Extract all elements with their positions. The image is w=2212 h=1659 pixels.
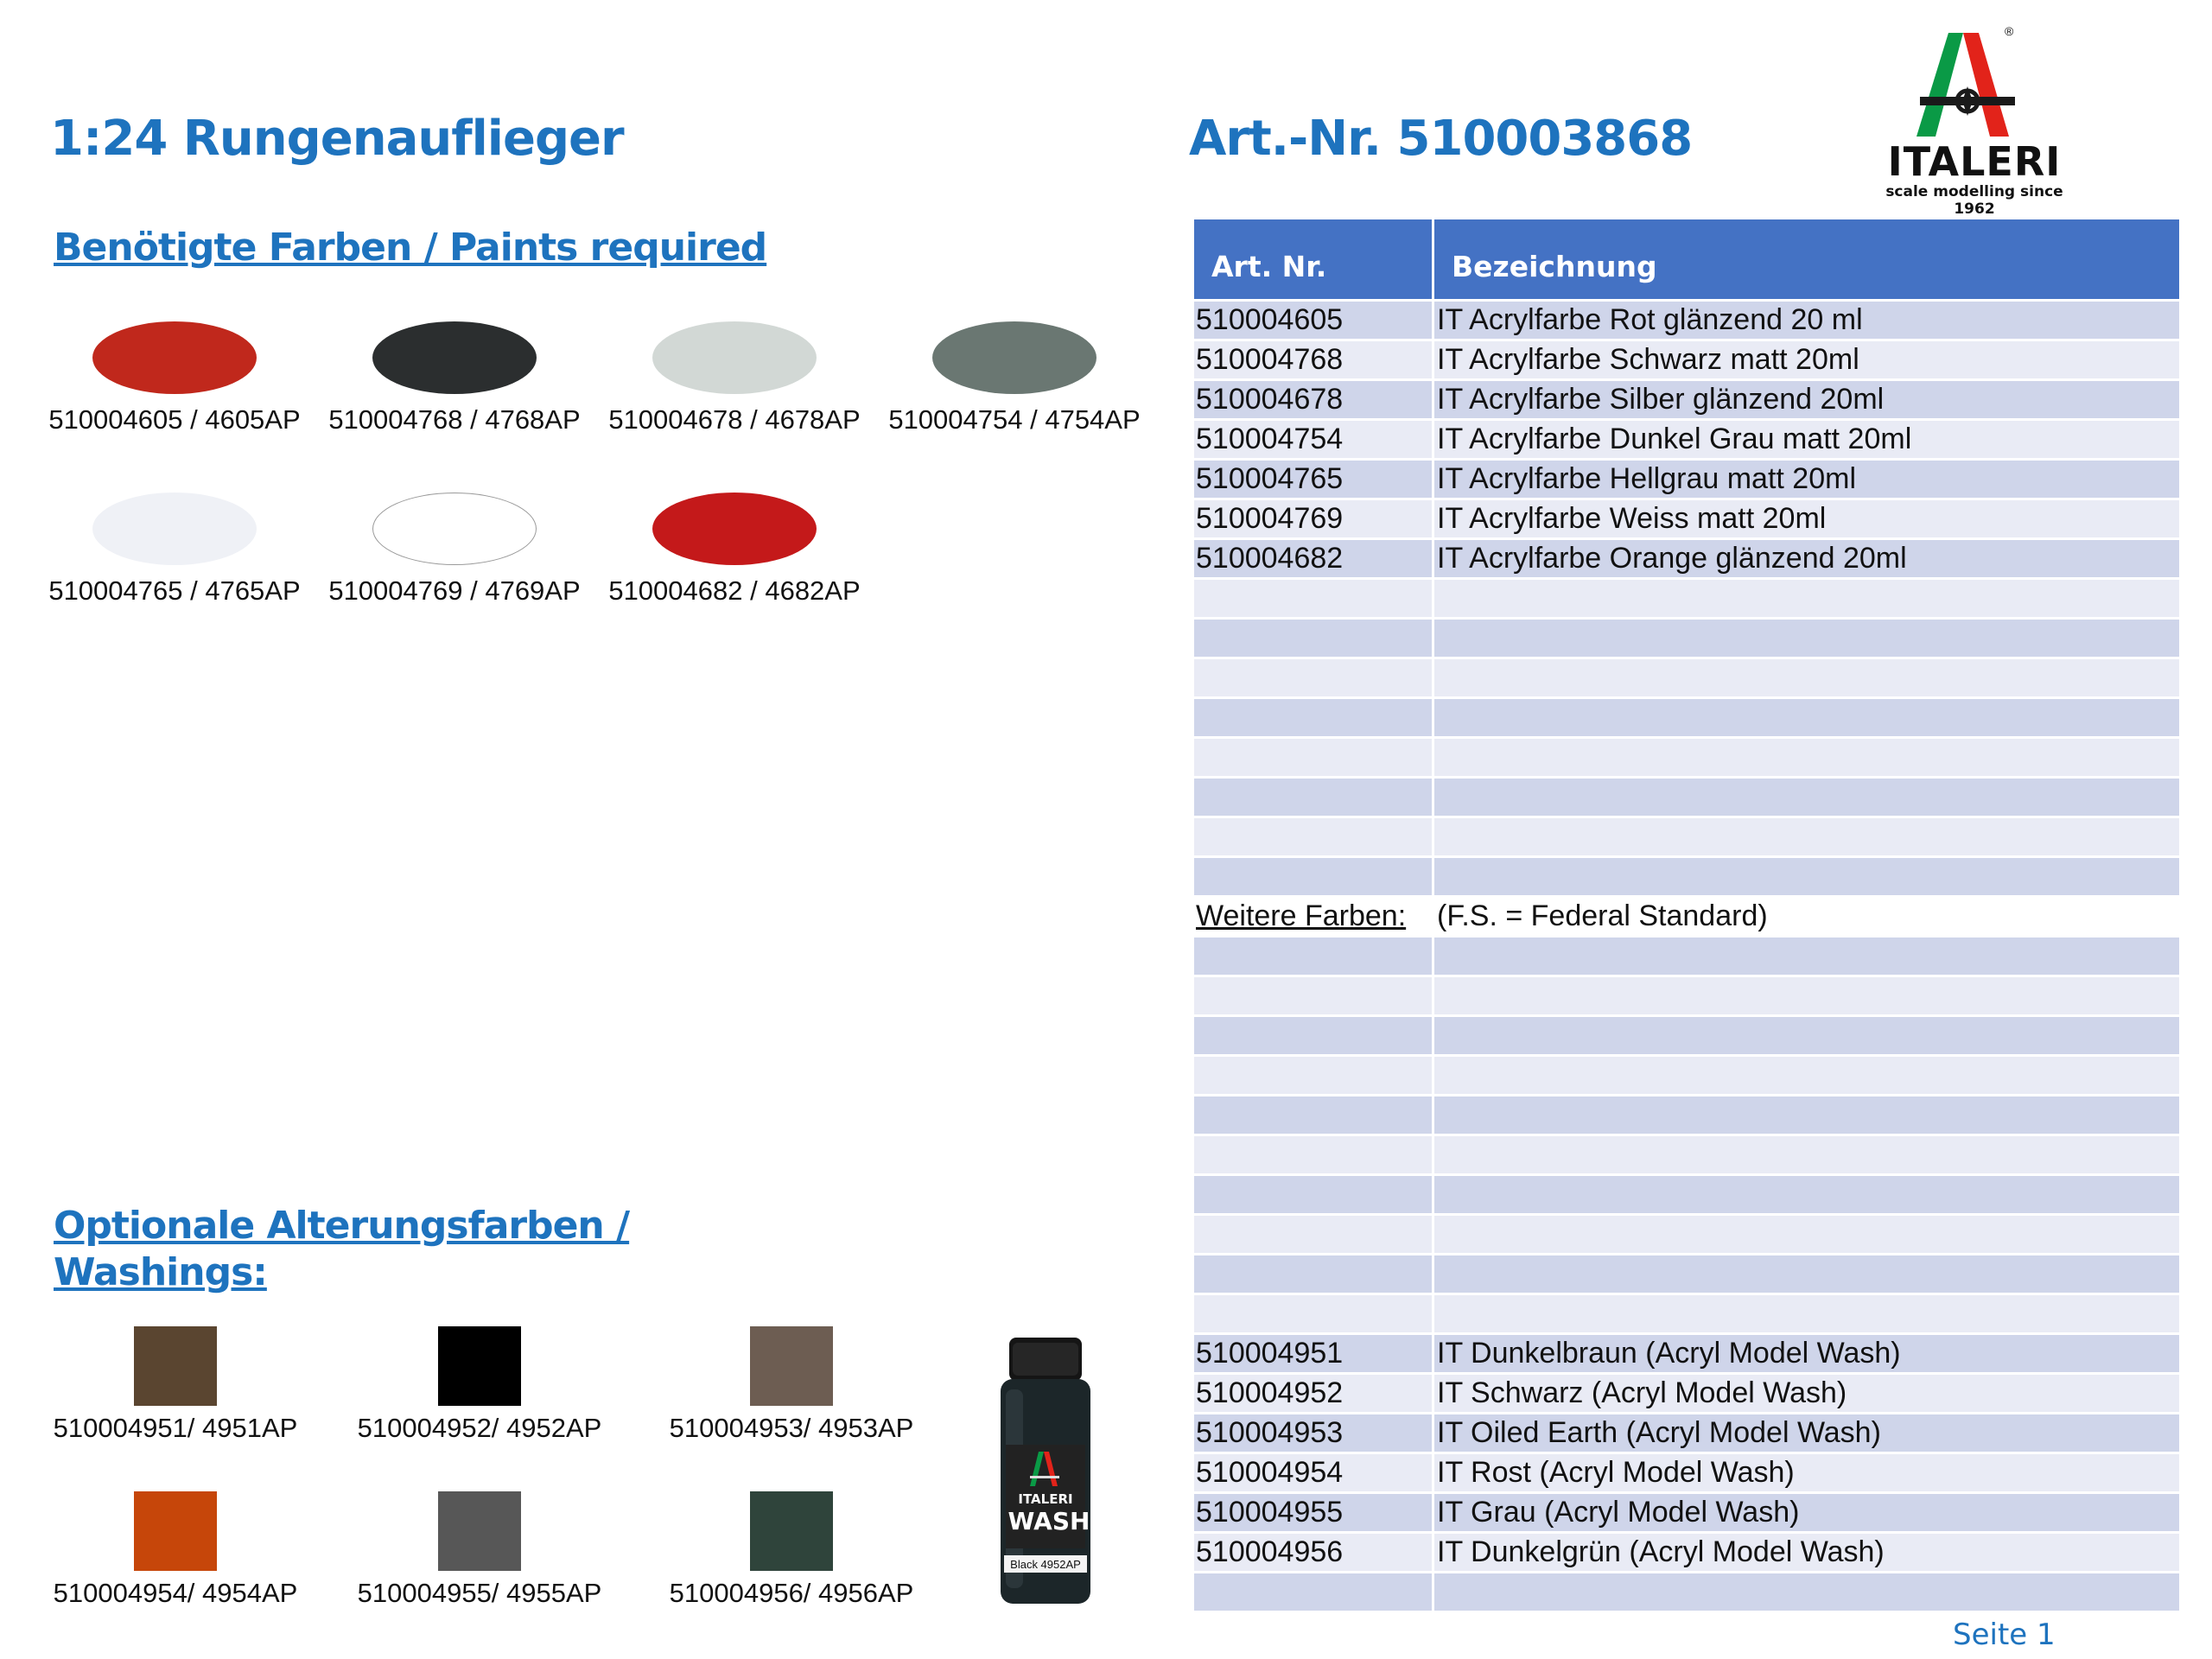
table-row bbox=[1194, 1375, 2179, 1412]
paint-swatch bbox=[36, 321, 313, 435]
table-row-empty bbox=[1194, 1255, 2179, 1293]
wash-swatch bbox=[324, 1326, 635, 1444]
art-nr-cell: 510004765 bbox=[1194, 461, 1434, 498]
wash-swatch bbox=[20, 1326, 331, 1444]
wash-swatch bbox=[636, 1326, 947, 1444]
art-nr-cell: 510004678 bbox=[1194, 381, 1434, 418]
art-nr-cell: 510004953 bbox=[1194, 1414, 1434, 1452]
table-row bbox=[1194, 1494, 2179, 1531]
wash-code: 510004954/ 4954AP bbox=[53, 1578, 298, 1608]
art-nr-cell: 510004955 bbox=[1194, 1494, 1434, 1531]
table-row-empty bbox=[1194, 938, 2179, 975]
paint-code: 510004768 / 4768AP bbox=[328, 404, 581, 435]
table-row bbox=[1194, 1414, 2179, 1452]
color-square bbox=[438, 1326, 521, 1406]
table-row-empty bbox=[1194, 1216, 2179, 1253]
table-row-empty bbox=[1194, 779, 2179, 816]
weitere-farben-row bbox=[1194, 898, 2179, 935]
table-row bbox=[1194, 381, 2179, 418]
bezeichnung-cell: IT Acrylfarbe Hellgrau matt 20ml bbox=[1437, 462, 1856, 495]
table-row bbox=[1194, 540, 2179, 577]
art-nr-cell: 510004768 bbox=[1194, 341, 1434, 378]
bezeichnung-cell: IT Acrylfarbe Orange glänzend 20ml bbox=[1437, 542, 1907, 575]
table-row bbox=[1194, 302, 2179, 339]
art-nr-cell: 510004951 bbox=[1194, 1335, 1434, 1372]
art-nr-cell: 510004769 bbox=[1194, 500, 1434, 537]
washings-heading bbox=[54, 1203, 629, 1296]
bottle-graphic bbox=[992, 1338, 1099, 1605]
art-nr-cell: 510004754 bbox=[1194, 421, 1434, 458]
table-row-empty bbox=[1194, 1017, 2179, 1054]
color-square bbox=[438, 1491, 521, 1571]
paint-swatch bbox=[36, 493, 313, 607]
column-header-art-nr: Art. Nr. bbox=[1194, 219, 1434, 299]
color-oval bbox=[372, 321, 537, 394]
table-row-empty bbox=[1194, 699, 2179, 736]
table-body bbox=[1194, 302, 2179, 1611]
bottle-caption: Black 4952AP bbox=[1010, 1558, 1081, 1571]
paints-heading: Benötigte Farben / Paints required bbox=[54, 226, 767, 270]
paint-code: 510004678 / 4678AP bbox=[608, 404, 861, 435]
bezeichnung-cell: IT Acrylfarbe Rot glänzend 20 ml bbox=[1437, 303, 1863, 336]
table-row-empty bbox=[1194, 659, 2179, 696]
wash-code: 510004951/ 4951AP bbox=[53, 1413, 298, 1443]
wash-swatch bbox=[636, 1491, 947, 1609]
art-nr-cell: 510004605 bbox=[1194, 302, 1434, 339]
table-row-empty bbox=[1194, 739, 2179, 776]
table-row-empty bbox=[1194, 580, 2179, 617]
table-row bbox=[1194, 1335, 2179, 1372]
paint-table bbox=[1194, 219, 2179, 1613]
wash-swatch bbox=[324, 1491, 635, 1609]
bottle-brand: ITALERI bbox=[1018, 1491, 1073, 1507]
table-row-empty bbox=[1194, 620, 2179, 657]
table-row-empty bbox=[1194, 1295, 2179, 1332]
wash-code: 510004955/ 4955AP bbox=[357, 1578, 602, 1608]
table-row bbox=[1194, 421, 2179, 458]
table-row-empty bbox=[1194, 977, 2179, 1014]
color-oval bbox=[92, 493, 257, 565]
table-row-empty bbox=[1194, 1573, 2179, 1611]
color-square bbox=[134, 1326, 217, 1406]
paint-code: 510004754 / 4754AP bbox=[888, 404, 1141, 435]
color-square bbox=[750, 1326, 833, 1406]
table-row bbox=[1194, 461, 2179, 498]
table-row bbox=[1194, 1454, 2179, 1491]
bezeichnung-cell: IT Acrylfarbe Schwarz matt 20ml bbox=[1437, 343, 1859, 376]
paint-swatch bbox=[316, 493, 593, 607]
paint-code: 510004769 / 4769AP bbox=[328, 575, 581, 606]
paint-code: 510004682 / 4682AP bbox=[608, 575, 861, 606]
column-header-bezeichnung: Bezeichnung bbox=[1452, 250, 1657, 283]
wash-bottle-image bbox=[992, 1338, 1099, 1605]
art-nr-cell: 510004952 bbox=[1194, 1375, 1434, 1412]
page-title: 1:24 Rungenauflieger bbox=[50, 111, 624, 167]
wash-code: 510004953/ 4953AP bbox=[669, 1413, 914, 1443]
table-row-empty bbox=[1194, 858, 2179, 895]
wash-code: 510004956/ 4956AP bbox=[669, 1578, 914, 1608]
bezeichnung-cell: IT Acrylfarbe Dunkel Grau matt 20ml bbox=[1437, 423, 1912, 455]
color-oval bbox=[372, 493, 537, 565]
color-oval bbox=[652, 321, 817, 394]
table-row-empty bbox=[1194, 818, 2179, 855]
italeri-logo bbox=[1866, 24, 2082, 218]
wash-swatch bbox=[20, 1491, 331, 1609]
page-number: Seite 1 bbox=[1953, 1618, 2056, 1652]
paint-swatch bbox=[316, 321, 593, 435]
color-oval bbox=[652, 493, 817, 565]
bottle-product: WASH bbox=[1007, 1507, 1090, 1535]
italeri-logo-mark bbox=[1866, 24, 2082, 145]
color-oval bbox=[932, 321, 1096, 394]
table-header bbox=[1194, 219, 2179, 299]
bezeichnung-cell: IT Schwarz (Acryl Model Wash) bbox=[1437, 1376, 1847, 1409]
art-nr-cell: 510004682 bbox=[1194, 540, 1434, 577]
bezeichnung-cell: IT Dunkelgrün (Acryl Model Wash) bbox=[1437, 1535, 1885, 1568]
bezeichnung-cell: IT Acrylfarbe Silber glänzend 20ml bbox=[1437, 383, 1885, 416]
table-row bbox=[1194, 500, 2179, 537]
art-nr-cell: 510004954 bbox=[1194, 1454, 1434, 1491]
bezeichnung-cell: IT Acrylfarbe Weiss matt 20ml bbox=[1437, 502, 1827, 535]
wash-code: 510004952/ 4952AP bbox=[357, 1413, 602, 1443]
color-square bbox=[750, 1491, 833, 1571]
bezeichnung-cell: IT Grau (Acryl Model Wash) bbox=[1437, 1496, 1800, 1529]
logo-brand: ITALERI bbox=[1887, 138, 2062, 185]
table-row bbox=[1194, 341, 2179, 378]
table-row-empty bbox=[1194, 1096, 2179, 1134]
paint-code: 510004605 / 4605AP bbox=[48, 404, 301, 435]
paint-swatch bbox=[596, 493, 873, 607]
paint-swatch bbox=[596, 321, 873, 435]
logo-tagline: scale modelling since 1962 bbox=[1885, 183, 2063, 218]
color-oval bbox=[92, 321, 257, 394]
bezeichnung-cell: IT Dunkelbraun (Acryl Model Wash) bbox=[1437, 1337, 1901, 1370]
table-row-empty bbox=[1194, 1057, 2179, 1094]
color-square bbox=[134, 1491, 217, 1571]
weitere-farben-label: Weitere Farben: bbox=[1196, 899, 1407, 932]
federal-standard-note: (F.S. = Federal Standard) bbox=[1437, 899, 1768, 932]
bezeichnung-cell: IT Oiled Earth (Acryl Model Wash) bbox=[1437, 1416, 1881, 1449]
washings-heading-line1: Optionale Alterungsfarben / bbox=[54, 1204, 630, 1248]
paint-swatch bbox=[876, 321, 1153, 435]
table-row bbox=[1194, 1534, 2179, 1571]
paint-code: 510004765 / 4765AP bbox=[48, 575, 301, 606]
table-row-empty bbox=[1194, 1176, 2179, 1213]
article-number: Art.-Nr. 510003868 bbox=[1189, 111, 1693, 167]
art-nr-cell: 510004956 bbox=[1194, 1534, 1434, 1571]
logo-trademark: ® bbox=[2005, 24, 2014, 38]
table-row-empty bbox=[1194, 1136, 2179, 1173]
washings-heading-line2: Washings: bbox=[54, 1250, 267, 1294]
bezeichnung-cell: IT Rost (Acryl Model Wash) bbox=[1437, 1456, 1795, 1489]
